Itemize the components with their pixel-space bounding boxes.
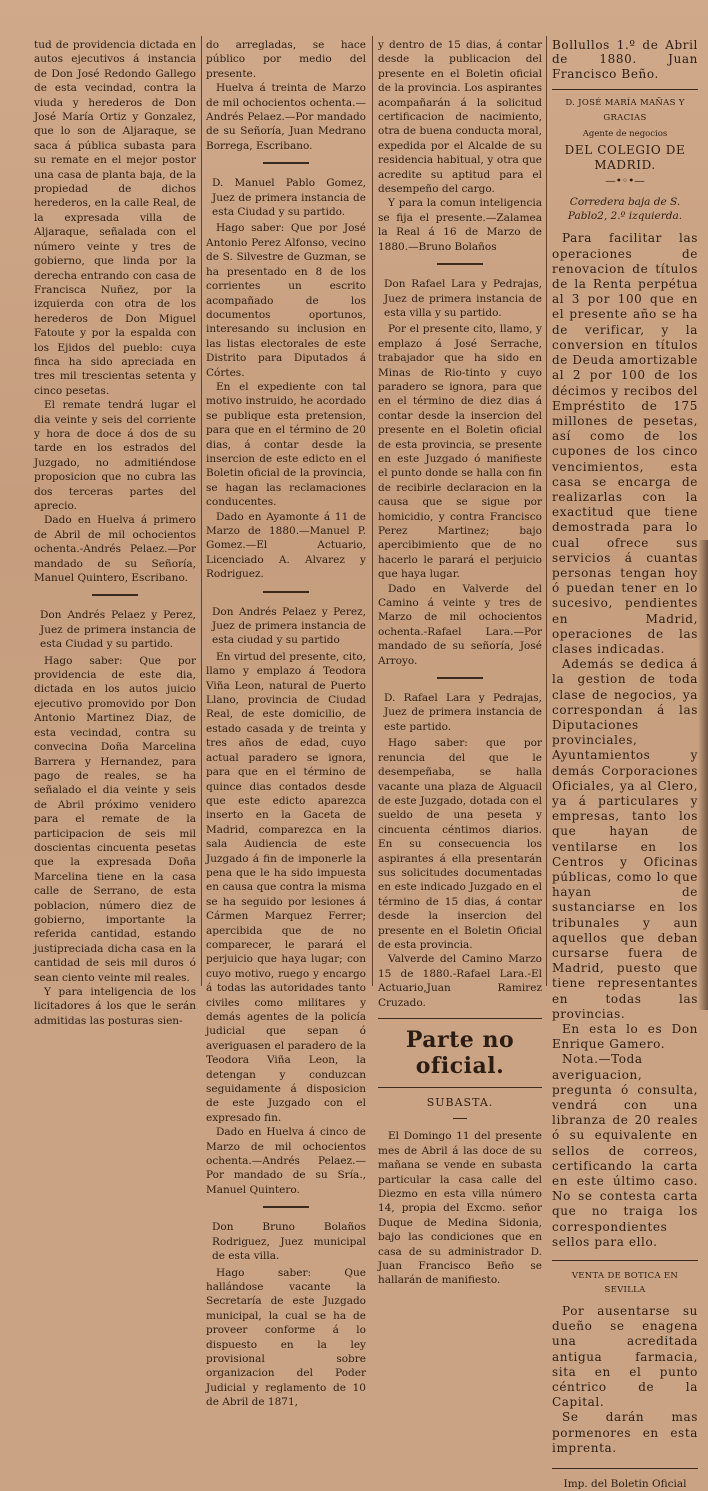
printer-footer: Imp. del Boletin Oficial: [563, 1477, 687, 1490]
column-divider: [372, 36, 373, 986]
notice-body: do arregladas, se hace público por medio del presente.: [206, 39, 366, 80]
column-2: [206, 38, 366, 1409]
notice-body: y dentro de 15 dias, á contar desde la publicacion del presente en el Boletin oficial de la provincia. Los aspirantes acompañarán á la solicitud certificacion de nacimiento, otra de buena conducta moral, expedida por el Alcalde de su residencia habitual, y otra que acredite su aptitud para el desempeño del cargo.: [378, 39, 542, 196]
notice-body: Hago saber: que por renuncia del que le desempeñaba, se halla vacante una plaza de Alguacil de este Juzgado, dotada con el sueldo de una peseta y cincuenta céntimos diarios. En su consecuencia los aspirantes á ella presentarán sus solicitudes documentadas en este indicado Juzgado en el término de 15 dias, á contar desde la insercion del presente en el Boletin Oficial de esta provincia.: [378, 737, 542, 951]
separator: [263, 591, 309, 593]
notice-signature: Y para la comun inteligencia se fija el presente.—Zalamea la Real á 16 de Marzo de 1880.—Bruno Bolaños: [378, 197, 542, 253]
notice-signature: Dado en Huelva á cinco de Marzo de mil ochocientos ochenta.—Andrés Pelaez.—Por mandado de su Sría., Manuel Quintero.: [206, 1126, 366, 1196]
section-rule: [378, 1087, 542, 1088]
separator: [263, 1206, 309, 1208]
notice-body: En el expediente con tal motivo instruido, he acordado se publique esta pretension, para que en el término de 20 dias, á contar desde la insercion de este edicto en el Boletin oficial de la provincia, se hagan las reclamaciones conducentes.: [206, 380, 366, 509]
section-rule: [378, 1018, 542, 1019]
agent-body: Además se dedica á la gestion de toda clase de negocios, ya correspondan á las Diputaciones provinciales, Ayuntamientos y demás Corporaciones Oficiales, ya al Clero, ya á particulares y empresas, tanto los que hayan de ventilarse en los Centros y Oficinas públicas, como lo que hayan de sustanciarse en los tribunales y aun aquellos que deban cursarse fuera de Madrid, puesto que tiene representantes en todas las provincias.: [552, 657, 698, 1021]
section-rule: [552, 1468, 698, 1469]
separator: [437, 263, 483, 265]
section-title: Parte no oficial.: [405, 1027, 515, 1079]
notice-signature: Dado en Huelva á primero de Abril de mil ochocientos ochenta.-Andrés Pelaez.—Por mandado de su Señoría, Manuel Quintero, Escribano.: [34, 514, 196, 585]
page-edge-shadow: [698, 540, 708, 1010]
notice-signature: Huelva á treinta de Marzo de mil ochocientos ochenta.—Andrés Pelaez.—Por mandado de su Señoría, Juan Medrano Borrega, Escribano.: [206, 82, 366, 152]
section-rule: [552, 1260, 698, 1261]
notice-heading: Don Rafael Lara y Pedrajas, Juez de primera instancia de esta villa y su partido.: [384, 278, 542, 319]
notice-body: Hago saber: Que hallándose vacante la Secretaría de este Juzgado municipal, la cual se ha de proveer conforme á lo dispuesto en la ley provisional sobre organizacion del Poder Judicial y reglamento de 10 de Abril de 1871,: [206, 1266, 366, 1409]
section-rule: [552, 89, 698, 90]
column-divider: [546, 36, 547, 986]
notice-bolanos: [206, 1220, 366, 1409]
notice-lara-serrache: [378, 277, 542, 668]
agent-college: DEL COLEGIO DE MADRID.: [564, 143, 686, 172]
notice-heading: D. Rafael Lara y Pedrajas, Juez de primera instancia de este partido.: [384, 692, 542, 733]
notice-pelaez-vina: [206, 605, 366, 1198]
separator: [92, 594, 138, 596]
column-1: [34, 38, 196, 1027]
column-4: [552, 38, 698, 1490]
separator: [437, 677, 483, 679]
notice-body: El remate tendrá lugar el dia veinte y seis del corriente y hora de doce á dos de su tarde en los estrados del Juzgado, no admitiéndose proposicion que no cubra las dos terceras partes del aprecio.: [34, 399, 196, 512]
notice-pelaez-martinez: [34, 608, 196, 1028]
notice-heading: Don Bruno Bolaños Rodriguez, Juez municipal de esta villa.: [212, 1221, 366, 1263]
notice-subasta-aljaraque: [34, 38, 196, 585]
agent-name: D. JOSÉ MARÍA MAÑAS Y GRACIAS: [565, 98, 685, 123]
separator: [263, 162, 309, 164]
notice-heading: Don Andrés Pelaez y Perez, Juez de primera instancia de esta Ciudad y su partido.: [40, 609, 196, 651]
botica-body: Por ausentarse su dueño se enagena una acreditada antigua farmacia, sita en el punto céntrico de la Capital.: [552, 1303, 698, 1410]
notice-body: Hago saber: Que por providencia de este dia, dictada en los autos juicio ejecutivo promovido por Don Antonio Martinez Diaz, de esta vecindad, contra su convecina Doña Marcelina Barrera y Hernandez, para pago de reales, se ha señalado el dia veinte y seis de Abril próximo venidero para el remate de la participacion de seis mil doscientas cincuenta pesetas que la expresada Doña Marcelina tiene en la casa calle de Serrano, de esta poblacion, número diez de gobierno, importante la referida cantidad, estando justipreciada dicha casa en la cantidad de seis mil duros ó sean ciento veinte mil reales.: [34, 654, 196, 984]
botica-heading: VENTA DE BOTICA EN SEVILLA: [571, 1271, 679, 1296]
notice-body: tud de providencia dictada en autos ejecutivos á instancia de Don José Redondo Gallego de esta vecindad, contra la viuda y herederos de Don José María Ortiz y Gonzalez, que lo son de Aljaraque, se saca á pública subasta para su remate en el mejor postor una casa de planta baja, de la propiedad de dichos herederos, en la calle Real, de la expresada villa de Aljaraque, señalada con el número veinte y tres de gobierno, que linda por la derecha entrando con casa de Francisca Nuñez, por la izquierda con otra de los herederos de Don Miguel Fatoute y por la espalda con los Ejidos del pueblo: cuya finca ha sido apreciada en tres mil trescientas setenta y cinco pesetas.: [34, 39, 196, 397]
agent-body: En esta lo es Don Enrique Gamero.: [552, 1022, 698, 1052]
agent-note: Nota.—Toda averiguacion, pregunta ó consulta, vendrá con una libranza de 20 reales ó su equivalente en sellos de correos, certificando la carta en este último caso. No se contesta carta que no traiga los correspondientes sellos para ello.: [552, 1052, 698, 1249]
separator: [453, 1118, 467, 1119]
notice-signature: Dado en Valverde del Camino á veinte y tres de Marzo de mil ochocientos ochenta.-Rafael Lara.—Por mandado de su señoría, José Arroyo.: [378, 582, 542, 667]
notice-body: Y para inteligencia de los licitadores á los que le serán admitidas las posturas sien-: [34, 986, 196, 1027]
notice-signature: Valverde del Camino Marzo 15 de 1880.-Rafael Lara.-El Actuario,Juan Ramirez Cruzado.: [378, 953, 542, 1009]
notice-bolanos-continuation: [378, 38, 542, 254]
agent-body: Para facilitar las operaciones de renovacion de títulos de la Renta perpétua al 3 por 100 que en el presente año se ha de verificar, y la conversion en títulos de Deuda amortizable al 2 por 100 de los décimos y recibos del Empréstito de 175 millones de pesetas, así como de los cupones de los cinco vencimientos, esta casa se encarga de realizarlas con la exactitud que tiene demostrada para lo cual ofrece sus servicios á cuantas personas tengan hoy ó puedan tener en lo sucesivo, pendientes en Madrid, operaciones de las clases indicadas.: [552, 231, 698, 656]
notice-signature: Bollullos 1.º de Abril de 1880. Juan Francisco Beño.: [552, 38, 698, 81]
agent-role: Agente de negocios: [582, 129, 668, 140]
botica-body: Se darán mas pormenores en esta imprenta.: [552, 1410, 698, 1455]
section-subtitle: SUBASTA.: [426, 1096, 494, 1109]
notice-heading: D. Manuel Pablo Gomez, Juez de primera instancia de esta Ciudad y su partido.: [212, 177, 366, 219]
notice-body: Hago saber: Que por José Antonio Perez Alfonso, vecino de S. Silvestre de Guzman, se ha presentado en 8 de los corrientes un escrito acompañado de los documentos oportunos, interesando su inclusion en las listas electorales de este Distrito para Diputados á Córtes.: [206, 222, 366, 379]
notice-heading: Don Andrés Pelaez y Perez, Juez de primera instancia de esta ciudad y su partido: [212, 605, 366, 647]
notice-gomez-ayamonte: [206, 176, 366, 581]
notice-body: El Domingo 11 del presente mes de Abril á las doce de su mañana se vende en subasta particular la casa calle del Diezmo en esta villa número 14, propia del Excmo. señor Duque de Medina Sidonia, bajo las condiciones que en casa de su administrador D. Juan Francisco Beño se hallarán de manifiesto.: [378, 1130, 542, 1287]
column-3: [378, 38, 542, 1287]
notice-lara-alguacil: [378, 691, 542, 1010]
notice-signature: Dado en Ayamonte á 11 de Marzo de 1880.—Manuel P. Gomez.—El Actuario, Licenciado A. Alvarez y Rodriguez.: [206, 510, 366, 581]
agent-address: Corredera baja de S. Pablo2, 2.º izquierda.: [567, 195, 683, 223]
notice-body: Por el presente cito, llamo, y emplazo á José Serrache, trabajador que ha sido en Minas de Rio-tinto y cuyo paradero se ignora, para que en el término de diez dias á contar desde la insercion del presente en el Boletin oficial de esta provincia, se presente en este Juzgado ó manifieste el punto donde se halla con fin de recibirle declaracion en la causa que se sigue por homicidio, y contra Francisco Perez Martinez; bajo apercibimiento que de no hacerlo le parará el perjuicio que haya lugar.: [378, 323, 542, 581]
notice-continuation: [206, 38, 366, 153]
notice-body: En virtud del presente, cito, llamo y emplazo á Teodora Viña Leon, natural de Puerto Llano, provincia de Ciudad Real, de este domicilio, de estado casada y de treinta y tres años de edad, cuyo actual paradero se ignora, para que en el término de quince dias contados desde que este edicto aparezca inserto en la Gaceta de Madrid, comparezca en la sala Audiencia de este Juzgado á fin de imponerle la pena que le ha sido impuesta en causa que contra la misma se ha seguido por lesiones á Cármen Marquez Ferrer; apercibida que de no comparecer, le parará el perjuicio que haya lugar; con cuyo motivo, ruego y encargo á todas las autoridades tanto civiles como militares y demás agentes de la policía judicial que sepan ó averiguasen el paradero de la Teodora Viña Leon, la detengan y conduzcan seguidamente á disposicion de este Juzgado con el expresado fin.: [206, 650, 366, 1124]
column-divider: [201, 36, 202, 986]
ornament: —•◦•—: [605, 175, 645, 188]
